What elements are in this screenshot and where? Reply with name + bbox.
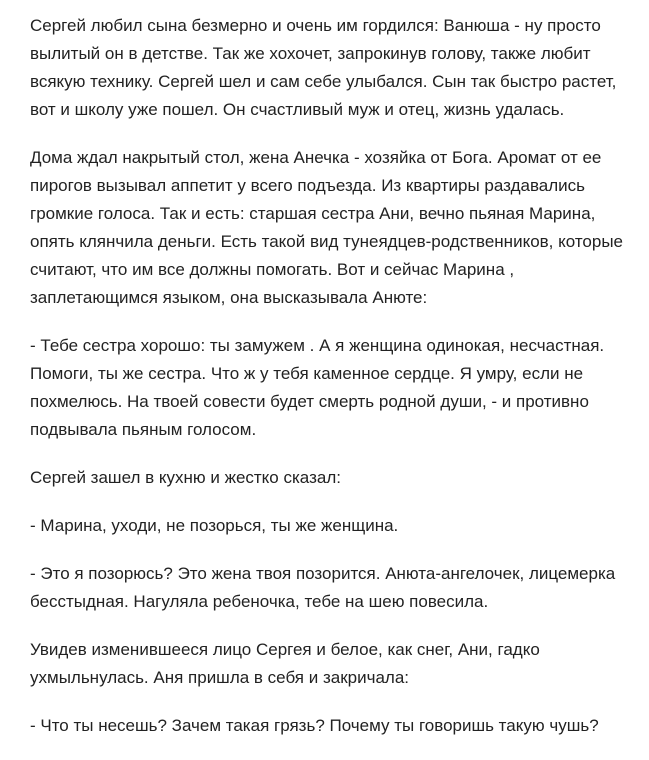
paragraph-2: Дома ждал накрытый стол, жена Анечка - хозяйка от Бога. Аромат от ее пирогов вызывал аппетит у всего подъезда. Из квартиры раздавались громкие голоса. Так и есть: старшая сестра Ани, вечно пьяная Марина, опять клянчила деньги. Есть такой вид тунеядцев-родственников, которые считают, что им все должны помогать. Вот и сейчас Марина , заплетающимся языком, она высказывала Анюте: xyxy=(30,148,624,307)
paragraph-7: Увидев изменившееся лицо Сергея и белое, как снег, Ани, гадко ухмыльнулась. Аня пришла в себя и закричала: xyxy=(30,640,540,687)
paragraph-4: Сергей зашел в кухню и жестко сказал: xyxy=(30,468,341,487)
paragraph-6: - Это я позорюсь? Это жена твоя позорится. Анюта-ангелочек, лицемерка бесстыдная. Нагуляла ребеночка, тебе на шею повесила. xyxy=(30,564,616,611)
paragraph-5: - Марина, уходи, не позорься, ты же женщина. xyxy=(30,516,399,535)
paragraph-1: Сергей любил сына безмерно и очень им гордился: Ванюша - ну просто вылитый он в детстве. Так же хохочет, запрокинув голову, также любит всякую технику. Сергей шел и сам себе улыбался. Сын так быстро растет, вот и школу уже пошел. Он счастливый муж и отец, жизнь удалась. xyxy=(30,16,617,119)
paragraph-3: - Тебе сестра хорошо: ты замужем . А я женщина одинокая, несчастная. Помоги, ты же сестра. Что ж у тебя каменное сердце. Я умру, если не похмелюсь. На твоей совести будет смерть родной души, - и противно подвывала пьяным голосом. xyxy=(30,336,605,439)
article-body xyxy=(30,12,630,760)
paragraph-8: - Что ты несешь? Зачем такая грязь? Почему ты говоришь такую чушь? xyxy=(30,716,599,735)
